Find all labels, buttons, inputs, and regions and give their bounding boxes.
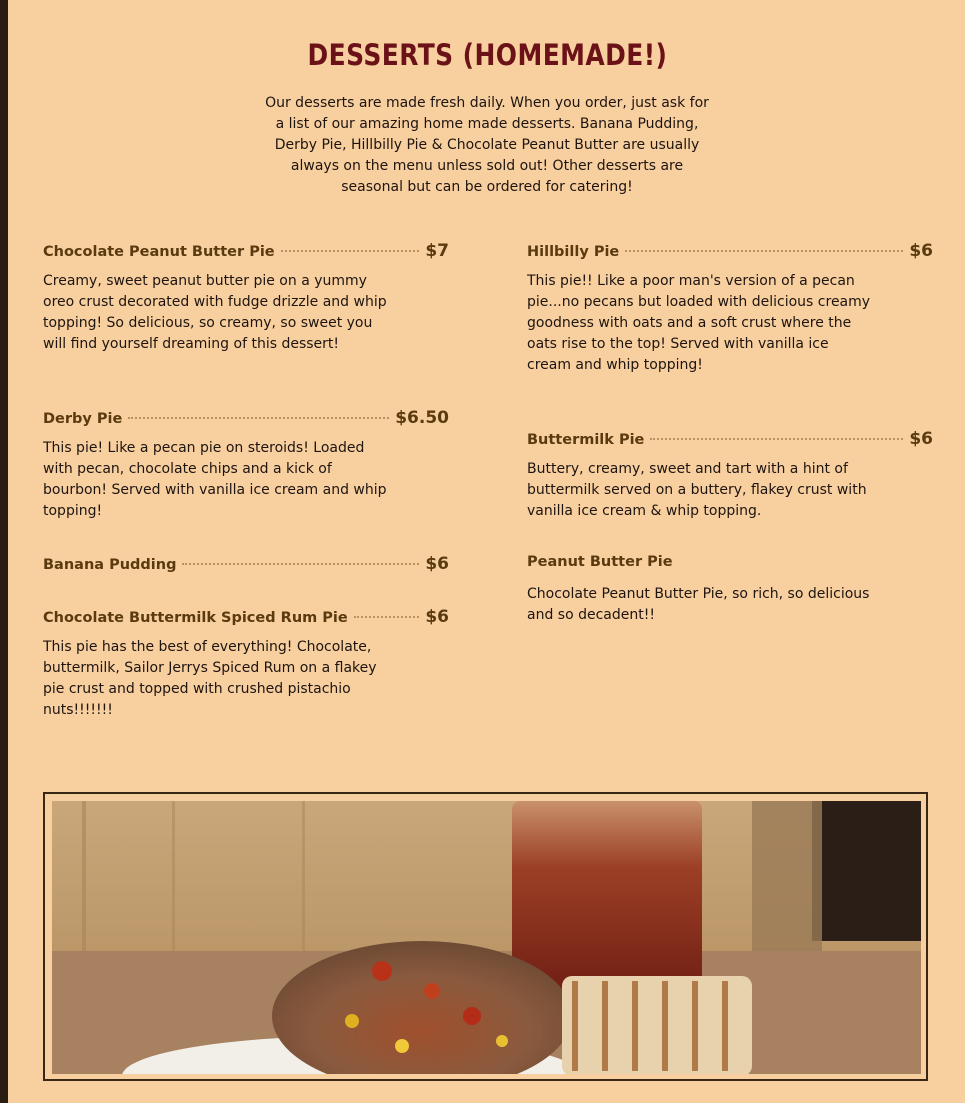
item-name: Hillbilly Pie [527,244,620,260]
item-price: $6.50 [395,408,449,428]
dot-leader [650,438,903,440]
item-description: This pie! Like a pecan pie on steroids! Loaded with pecan, chocolate chips and a kick of bourbon! Served with vanilla ice cream and whip topping! [43,440,387,519]
item-description: Chocolate Peanut Butter Pie, so rich, so delicious and so decadent!! [527,586,870,623]
dot-leader [182,563,419,565]
item-name: Derby Pie [43,411,123,427]
dot-leader [128,417,389,419]
item-price: $6 [425,554,449,574]
item-description: Creamy, sweet peanut butter pie on a yummy oreo crust decorated with fudge drizzle and whip topping! So delicious, so creamy, so sweet you will find yourself dreaming of this dessert! [43,273,387,352]
menu-item [43,408,449,522]
left-edge-bar [0,0,8,1103]
menu-item [43,607,449,721]
menu-item [527,241,933,376]
item-name: Peanut Butter Pie [527,554,673,570]
item-name: Chocolate Buttermilk Spiced Rum Pie [43,610,348,626]
section-title: DESSERTS (HOMEMADE!) [307,38,668,72]
item-price: $6 [909,429,933,449]
item-description: This pie!! Like a poor man's version of a pecan pie...no pecans but loaded with delicious creamy goodness with oats and a soft crust where the oats rise to the top! Served with vanilla ice cream and whip topping! [527,273,871,373]
food-photo [52,801,921,1074]
menu-item [527,554,933,626]
item-description: This pie has the best of everything! Chocolate, buttermilk, Sailor Jerrys Spiced Rum on a flakey pie crust and topped with crushed pistachio nuts!!!!!!! [43,639,377,718]
dot-leader [281,250,420,252]
menu-item [43,241,449,355]
item-price: $6 [909,241,933,261]
section-intro: Our desserts are made fresh daily. When you order, just ask for a list of our amazing home made desserts. Banana Pudding, Derby Pie, Hillbilly Pie & Chocolate Peanut Butter are usually always on the menu unless sold out! Other desserts are seasonal but can be ordered for catering! [265,95,709,195]
item-name: Buttermilk Pie [527,432,645,448]
item-name: Banana Pudding [43,557,177,573]
item-price: $6 [425,607,449,627]
food-photo-frame [43,792,928,1081]
dot-leader [625,250,903,252]
item-description: Buttery, creamy, sweet and tart with a hint of buttermilk served on a buttery, flakey crust with vanilla ice cream & whip topping. [527,461,867,519]
menu-item [527,429,933,522]
food-photo-illustration [52,801,921,1074]
item-price: $7 [425,241,449,261]
menu-item [43,554,449,576]
item-name: Chocolate Peanut Butter Pie [43,244,275,260]
dot-leader [354,616,420,618]
